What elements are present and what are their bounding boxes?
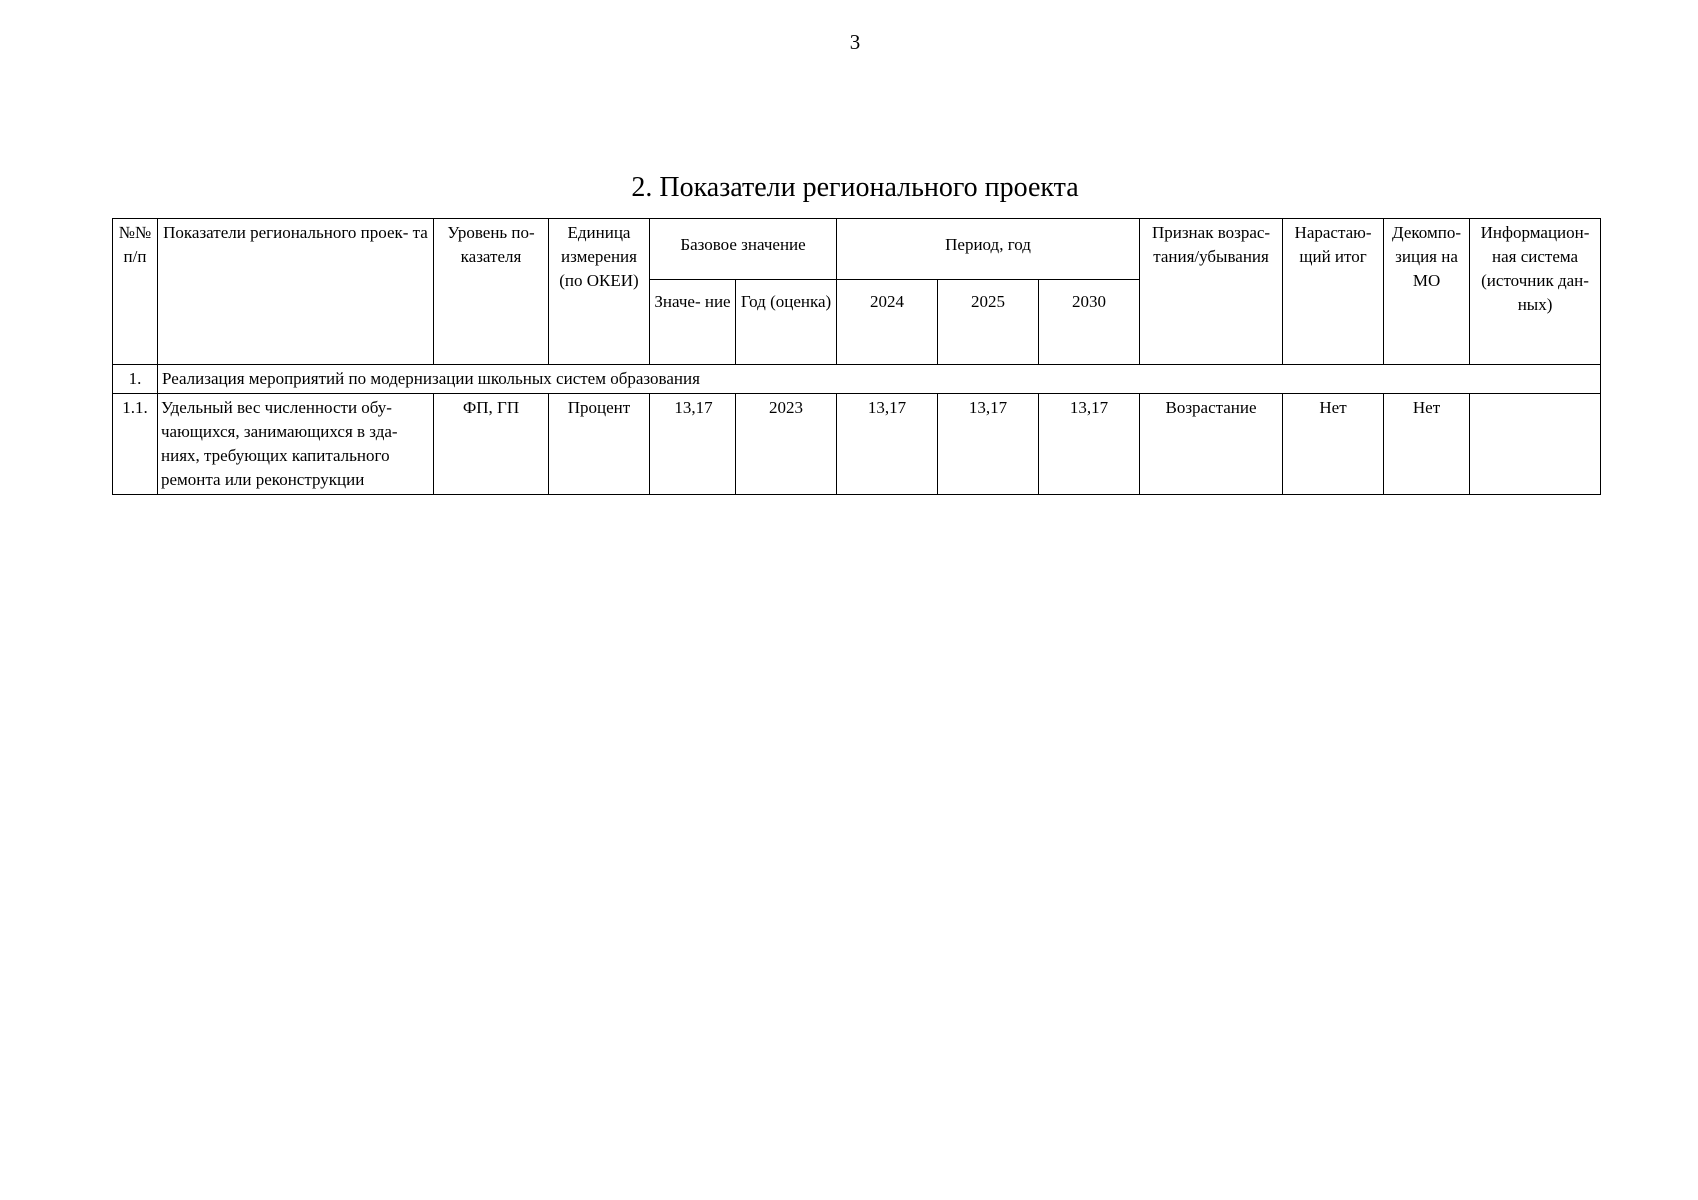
header-info-system: Информацион- ная система (источник дан- ных) — [1470, 219, 1601, 365]
row-level: ФП, ГП — [434, 394, 549, 495]
row-decomposition: Нет — [1384, 394, 1470, 495]
header-level: Уровень по- казателя — [434, 219, 549, 365]
header-base-value: Базовое значение — [650, 219, 837, 280]
indicators-table — [112, 218, 1601, 495]
header-num: №№ п/п — [113, 219, 158, 365]
header-cumulative: Нарастаю- щий итог — [1283, 219, 1384, 365]
header-year-2025: 2025 — [938, 280, 1039, 365]
header-base-value-value: Значе- ние — [650, 280, 736, 365]
row-value-2030: 13,17 — [1039, 394, 1140, 495]
row-value-2024: 13,17 — [837, 394, 938, 495]
header-indicator: Показатели регионального проек- та — [158, 219, 434, 365]
header-decomposition: Декомпо- зиция на МО — [1384, 219, 1470, 365]
row-indicator: Удельный вес численности обу- чающихся, занимающихся в зда- ниях, требующих капитального ремонта или реконструкции — [158, 394, 434, 495]
header-year-2030: 2030 — [1039, 280, 1140, 365]
row-base-year: 2023 — [736, 394, 837, 495]
header-row-top — [113, 219, 1601, 280]
header-period: Период, год — [837, 219, 1140, 280]
row-trend: Возрастание — [1140, 394, 1283, 495]
section-row — [113, 365, 1601, 394]
row-num: 1.1. — [113, 394, 158, 495]
section-label: Реализация мероприятий по модернизации школьных систем образования — [158, 365, 1601, 394]
header-unit: Единица измерения (по ОКЕИ) — [549, 219, 650, 365]
header-trend: Признак возрас- тания/убывания — [1140, 219, 1283, 365]
row-info-system — [1470, 394, 1601, 495]
section-num: 1. — [113, 365, 158, 394]
page-number: 3 — [849, 30, 861, 54]
row-unit: Процент — [549, 394, 650, 495]
row-value-2025: 13,17 — [938, 394, 1039, 495]
table-row — [113, 394, 1601, 495]
row-base-value: 13,17 — [650, 394, 736, 495]
header-year-2024: 2024 — [837, 280, 938, 365]
row-cumulative: Нет — [1283, 394, 1384, 495]
section-title: 2. Показатели регионального проекта — [631, 172, 1079, 203]
header-base-value-year: Год (оценка) — [736, 280, 837, 365]
